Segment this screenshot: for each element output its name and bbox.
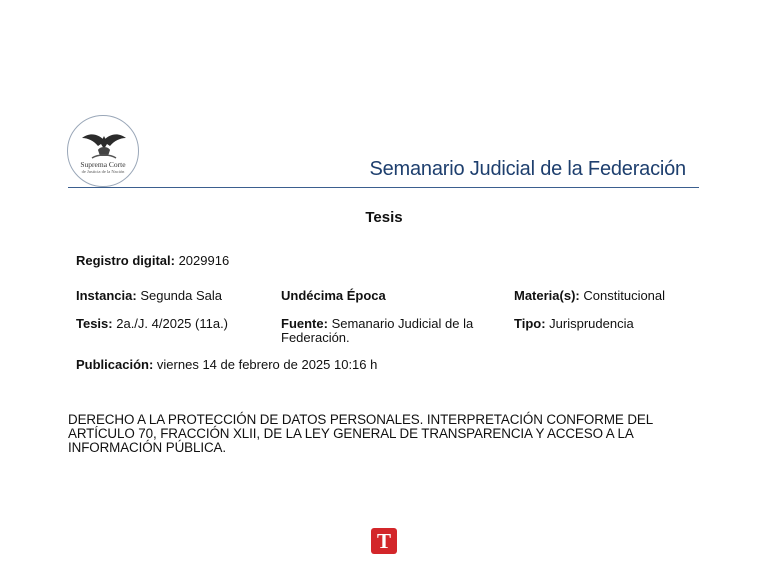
fuente-label: Fuente: (281, 316, 328, 331)
tesis-number (76, 317, 228, 331)
instancia-label: Instancia: (76, 288, 137, 303)
publicacion-value: viernes 14 de febrero de 2025 10:16 h (156, 357, 378, 372)
app-logo-badge[interactable]: T (371, 528, 397, 554)
site-title: Semanario Judicial de la Federación (369, 158, 686, 180)
materia-label: Materia(s): (514, 288, 580, 303)
materia (514, 289, 665, 303)
publicacion (76, 358, 377, 372)
seal-subtitle: de Justicia de la Nación (81, 169, 125, 174)
tipo (514, 317, 634, 331)
tipo-label: Tipo: (514, 316, 546, 331)
instancia-value: Segunda Sala (140, 288, 222, 303)
registro-value: 2029916 (178, 253, 230, 268)
seal-name: Suprema Corte (80, 160, 126, 169)
eagle-emblem-icon (68, 116, 140, 188)
publicacion-label: Publicación: (76, 357, 154, 372)
materia-value: Constitucional (583, 288, 666, 303)
header-divider (68, 187, 699, 188)
fuente (281, 317, 507, 345)
scjn-seal-logo (67, 115, 139, 187)
fuente-value: Semanario Judicial de la Federación. (281, 316, 474, 345)
tesis-rubro: DERECHO A LA PROTECCIÓN DE DATOS PERSONALES. INTERPRETACIÓN CONFORME DEL ARTÍCULO 70, FRACCIÓN XLII, DE LA LEY GENERAL DE TRANSPARENCIA Y ACCESO A LA INFORMACIÓN PÚBLICA. (68, 412, 653, 455)
registro-digital (76, 254, 229, 268)
registro-label: Registro digital: (76, 253, 175, 268)
tesis-value: 2a./J. 4/2025 (11a.) (116, 316, 229, 331)
instancia (76, 289, 222, 303)
tesis-label: Tesis: (76, 316, 113, 331)
tipo-value: Jurisprudencia (549, 316, 634, 331)
epoca: Undécima Época (281, 288, 386, 303)
document-type-heading: Tesis (365, 209, 403, 226)
